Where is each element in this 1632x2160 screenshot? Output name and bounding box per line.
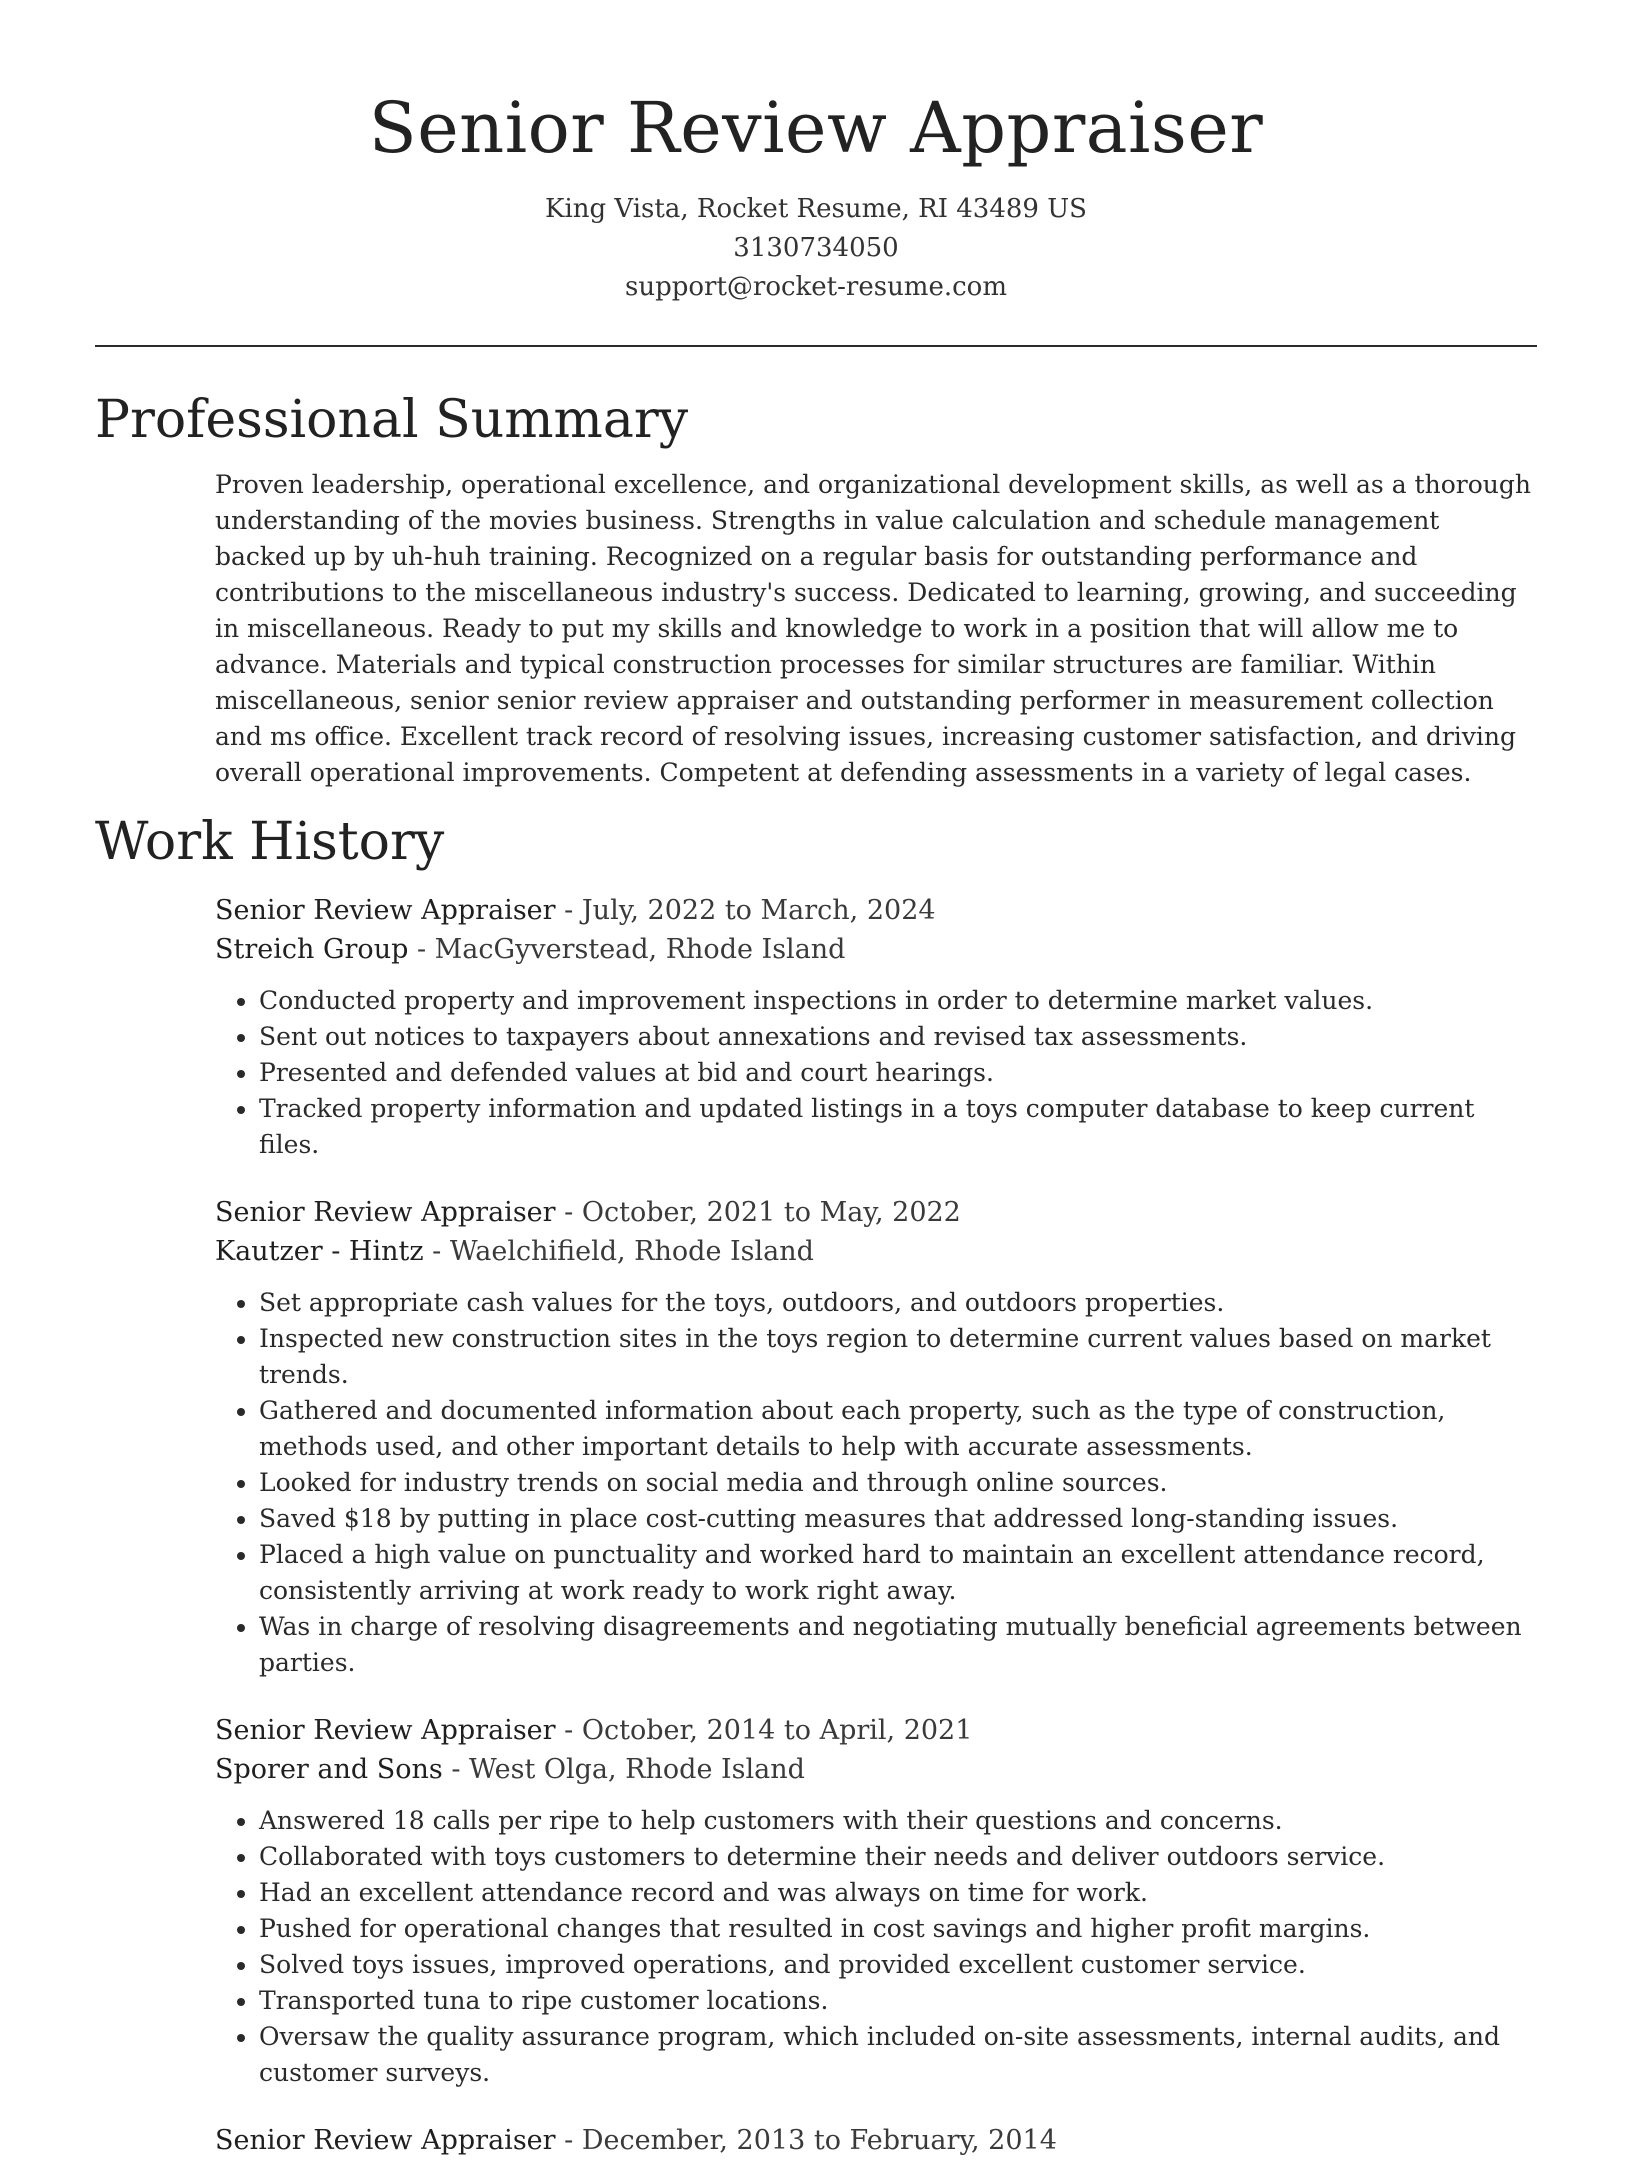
job-company-line — [215, 1232, 1537, 1271]
job-title-line — [215, 891, 1537, 930]
address: King Vista, Rocket Resume, RI 43489 US — [545, 194, 1087, 224]
duty-item: • Had an excellent attendance record and was always on time for work. — [259, 1875, 1537, 1911]
job-title-line — [215, 1711, 1537, 1750]
job-title-line — [215, 2121, 1537, 2160]
job-dates: - October, 2021 to May, 2022 — [555, 1197, 961, 1228]
job-dates: - December, 2013 to February, 2014 — [555, 2125, 1057, 2156]
email-address: support@rocket-resume.com — [624, 272, 1007, 302]
job-dates: - July, 2022 to March, 2024 — [555, 895, 936, 926]
duty-item: • Saved $18 by putting in place cost-cutting measures that addressed long-standing issues. — [259, 1501, 1537, 1537]
job-location: - Waelchifield, Rhode Island — [423, 1236, 814, 1267]
duty-item: • Solved toys issues, improved operations, and provided excellent customer service. — [259, 1947, 1537, 1983]
job-company: Sporer and Sons — [215, 1754, 443, 1785]
job-title: Senior Review Appraiser — [215, 1715, 556, 1746]
job-dates: - October, 2014 to April, 2021 — [555, 1715, 973, 1746]
duty-item: • Conducted property and improvement inspections in order to determine market values. — [259, 983, 1537, 1019]
duty-item: • Inspected new construction sites in the toys region to determine current values based on market trends. — [259, 1321, 1537, 1393]
duty-item: • Gathered and documented information about each property, such as the type of construction, methods used, and other important details to help with accurate assessments. — [259, 1393, 1537, 1465]
job-title: Senior Review Appraiser — [215, 895, 556, 926]
resume-header — [95, 0, 1537, 307]
job-title-line — [215, 1193, 1537, 1232]
duty-item: • Tracked property information and updated listings in a toys computer database to keep current files. — [259, 1091, 1537, 1163]
job-company-line — [215, 1750, 1537, 1789]
duty-item: • Sent out notices to taxpayers about annexations and revised tax assessments. — [259, 1019, 1537, 1055]
duty-item: • Collaborated with toys customers to determine their needs and deliver outdoors service. — [259, 1839, 1537, 1875]
duty-item: • Was in charge of resolving disagreements and negotiating mutually beneficial agreements between parties. — [259, 1609, 1537, 1681]
duty-item: • Set appropriate cash values for the toys, outdoors, and outdoors properties. — [259, 1285, 1537, 1321]
job-duties — [215, 983, 1537, 1163]
job-entry — [215, 1711, 1537, 2091]
job-company: Streich Group — [215, 934, 409, 965]
summary-text: Proven leadership, operational excellence, and organizational development skills, as well as a thorough understanding of the movies business. Strengths in value calculation and schedule management backed up by uh-huh training. Recognized on a regular basis for outstanding performance and contributions to the miscellaneous industry's success. Dedicated to learning, growing, and succeeding in miscellaneous. Ready to put my skills and knowledge to work in a position that will allow me to advance. Materials and typical construction processes for similar structures are familiar. Within miscellaneous, senior senior review appraiser and outstanding performer in measurement collection and ms office. Excellent track record of resolving issues, increasing customer satisfaction, and driving overall operational improvements. Competent at defending assessments in a variety of legal cases. — [215, 470, 1531, 787]
job-entry — [215, 1193, 1537, 1681]
header-divider — [95, 345, 1537, 347]
job-duties — [215, 1285, 1537, 1681]
job-entry — [215, 2121, 1537, 2160]
job-entry — [215, 891, 1537, 1163]
job-location: - MacGyverstead, Rhode Island — [408, 934, 846, 965]
job-duties — [215, 1803, 1537, 2091]
contact-info — [95, 190, 1537, 307]
duty-item: • Placed a high value on punctuality and worked hard to maintain an excellent attendance record, consistently arriving at work ready to work right away. — [259, 1537, 1537, 1609]
job-company-line — [215, 930, 1537, 969]
job-title: Senior Review Appraiser — [215, 1197, 556, 1228]
work-history-heading: Work History — [95, 812, 445, 872]
duty-item: • Answered 18 calls per ripe to help customers with their questions and concerns. — [259, 1803, 1537, 1839]
job-location: - West Olga, Rhode Island — [442, 1754, 805, 1785]
work-history-list — [95, 891, 1537, 2160]
duty-item: • Looked for industry trends on social media and through online sources. — [259, 1465, 1537, 1501]
summary-heading: Professional Summary — [95, 390, 689, 450]
duty-item: • Presented and defended values at bid and court hearings. — [259, 1055, 1537, 1091]
phone-number: 3130734050 — [733, 233, 899, 263]
duty-item: • Transported tuna to ripe customer locations. — [259, 1983, 1537, 2019]
candidate-name: Senior Review Appraiser — [368, 87, 1264, 169]
job-company: Kautzer - Hintz — [215, 1236, 424, 1267]
duty-item: • Pushed for operational changes that resulted in cost savings and higher profit margins. — [259, 1911, 1537, 1947]
duty-item: • Oversaw the quality assurance program, which included on-site assessments, internal audits, and customer surveys. — [259, 2019, 1537, 2091]
job-title: Senior Review Appraiser — [215, 2125, 556, 2156]
